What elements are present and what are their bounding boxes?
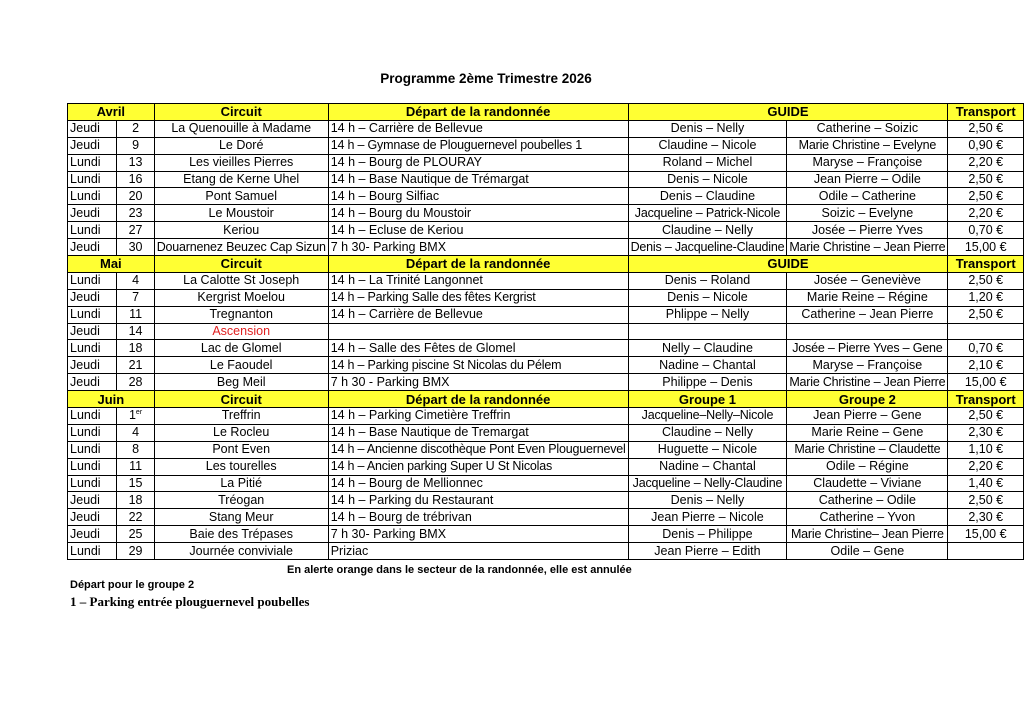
date-value: 11 — [129, 459, 143, 474]
transport-cell — [948, 543, 1024, 560]
guide1-cell: Huguette – Nicole — [628, 441, 787, 458]
date-cell — [117, 306, 154, 323]
date-value: 18 — [128, 340, 143, 355]
date-cell — [117, 424, 154, 441]
schedule-table — [67, 103, 1024, 560]
guide1-cell: Denis – Roland — [628, 272, 787, 289]
circuit-cell: Etang de Kerne Uhel — [154, 171, 328, 188]
depart-cell: 14 h – Salle des Fêtes de Glomel — [328, 340, 628, 357]
circuit-cell: Ascension — [154, 323, 328, 340]
guide2-cell: Catherine – Soizic — [787, 120, 948, 137]
circuit-cell: Le Doré — [154, 137, 328, 154]
guide2-cell: Marie Christine– Jean Pierre — [787, 526, 948, 543]
transport-cell: 2,50 € — [948, 408, 1024, 425]
date-cell — [117, 458, 154, 475]
guide2-cell: Marie Reine – Régine — [787, 289, 948, 306]
guide1-cell: Roland – Michel — [628, 154, 787, 171]
day-cell: Lundi — [68, 475, 117, 492]
guide2-cell: Catherine – Jean Pierre — [787, 306, 948, 323]
day-cell: Jeudi — [68, 357, 117, 374]
day-cell: Lundi — [68, 171, 117, 188]
depart-cell: 14 h – Parking Salle des fêtes Kergrist — [328, 289, 628, 306]
depart-header: Départ de la randonnée — [328, 104, 628, 121]
day-cell: Lundi — [68, 408, 117, 425]
day-cell: Lundi — [68, 306, 117, 323]
guide1-cell: Denis – Nelly — [628, 492, 787, 509]
date-cell — [117, 120, 154, 137]
guide2-cell — [787, 323, 948, 340]
section-header-avril — [68, 104, 1024, 121]
circuit-cell: Lac de Glomel — [154, 340, 328, 357]
circuit-cell: Keriou — [154, 222, 328, 239]
guide2-cell: Soizic – Evelyne — [787, 205, 948, 222]
depart-cell: 14 h – Bourg de Mellionnec — [328, 475, 628, 492]
transport-cell: 2,50 € — [948, 272, 1024, 289]
circuit-cell: Tréogan — [154, 492, 328, 509]
transport-cell: 15,00 € — [948, 374, 1024, 391]
date-value: 27 — [128, 222, 143, 237]
table-row — [68, 306, 1024, 323]
table-row — [68, 441, 1024, 458]
depart-cell: 14 h – Ancienne discothèque Pont Even Plouguernevel — [328, 441, 628, 458]
depart-cell: 14 h – Bourg du Moustoir — [328, 205, 628, 222]
day-cell: Jeudi — [68, 374, 117, 391]
date-cell — [117, 188, 154, 205]
depart-header: Départ de la randonnée — [328, 256, 628, 273]
transport-cell: 2,30 € — [948, 424, 1024, 441]
day-cell: Jeudi — [68, 526, 117, 543]
date-value: 2 — [132, 121, 140, 136]
transport-cell: 0,90 € — [948, 137, 1024, 154]
transport-header: Transport — [948, 104, 1024, 121]
date-cell — [117, 475, 154, 492]
date-cell — [117, 272, 154, 289]
date-value: 13 — [128, 155, 143, 170]
guide1-cell: Denis – Claudine — [628, 188, 787, 205]
day-cell: Jeudi — [68, 323, 117, 340]
guide1-cell: Jacqueline – Patrick-Nicole — [628, 205, 787, 222]
guide2-cell: Josée – Geneviève — [787, 272, 948, 289]
guide1-cell: Jacqueline – Nelly-Claudine — [628, 475, 787, 492]
date-value: 14 — [128, 324, 143, 339]
depart-cell: 14 h – Gymnase de Plouguernevel poubelles 1 — [328, 137, 628, 154]
guide2-cell: Odile – Gene — [787, 543, 948, 560]
transport-cell: 15,00 € — [948, 239, 1024, 256]
guide2-cell: Odile – Régine — [787, 458, 948, 475]
guide2-cell: Claudette – Viviane — [787, 475, 948, 492]
guide1-cell: Philippe – Denis — [628, 374, 787, 391]
guide2-cell: Josée – Pierre Yves — [787, 222, 948, 239]
depart-cell: 14 h – La Trinité Langonnet — [328, 272, 628, 289]
table-row — [68, 526, 1024, 543]
table-row — [68, 154, 1024, 171]
depart-cell: Priziac — [328, 543, 628, 560]
date-cell — [117, 222, 154, 239]
depart-cell: 14 h – Bourg Silfiac — [328, 188, 628, 205]
circuit-cell: Les vieilles Pierres — [154, 154, 328, 171]
day-cell: Lundi — [68, 424, 117, 441]
day-cell: Jeudi — [68, 509, 117, 526]
date-cell — [117, 340, 154, 357]
circuit-cell: La Quenouille à Madame — [154, 120, 328, 137]
date-suffix: er — [135, 409, 143, 417]
date-cell — [117, 441, 154, 458]
transport-cell: 2,30 € — [948, 509, 1024, 526]
transport-cell: 2,50 € — [948, 188, 1024, 205]
circuit-cell: La Calotte St Joseph — [154, 272, 328, 289]
section-header-mai — [68, 256, 1024, 273]
circuit-cell: Le Rocleu — [154, 424, 328, 441]
date-value: 20 — [128, 188, 143, 203]
month-header: Mai — [68, 256, 155, 273]
transport-cell: 2,50 € — [948, 492, 1024, 509]
day-cell: Lundi — [68, 340, 117, 357]
date-cell — [117, 171, 154, 188]
date-value: 28 — [128, 374, 143, 389]
date-cell — [117, 526, 154, 543]
guide2-cell: Catherine – Odile — [787, 492, 948, 509]
group2-note-line: 1 – Parking entrée plouguernevel poubelles — [70, 594, 310, 609]
date-value: 25 — [128, 526, 143, 541]
depart-cell: 7 h 30- Parking BMX — [328, 239, 628, 256]
guide-header: GUIDE — [628, 104, 948, 121]
depart-cell: 14 h – Carrière de Bellevue — [328, 120, 628, 137]
table-row — [68, 374, 1024, 391]
guide1-cell: Denis – Nicole — [628, 289, 787, 306]
table-row — [68, 272, 1024, 289]
day-cell: Lundi — [68, 222, 117, 239]
circuit-cell: Le Faoudel — [154, 357, 328, 374]
depart-cell: 14 h – Base Nautique de Trémargat — [328, 171, 628, 188]
depart-cell: 14 h – Parking Cimetière Treffrin — [328, 408, 628, 425]
guide1-cell: Jean Pierre – Nicole — [628, 509, 787, 526]
circuit-cell: La Pitié — [154, 475, 328, 492]
guide2-cell: Odile – Catherine — [787, 188, 948, 205]
day-cell: Jeudi — [68, 120, 117, 137]
date-value: 22 — [128, 509, 143, 524]
table-row — [68, 408, 1024, 425]
date-cell — [117, 408, 154, 425]
table-row — [68, 137, 1024, 154]
alert-note: En alerte orange dans le secteur de la randonnée, elle est annulée — [287, 564, 632, 576]
table-row — [68, 323, 1024, 340]
guide2-cell: Maryse – Françoise — [787, 357, 948, 374]
depart-cell: 14 h – Bourg de PLOURAY — [328, 154, 628, 171]
guide1-cell: Jean Pierre – Edith — [628, 543, 787, 560]
transport-cell: 15,00 € — [948, 526, 1024, 543]
depart-cell: 14 h – Parking du Restaurant — [328, 492, 628, 509]
date-cell — [117, 205, 154, 222]
guide2-cell: Marie Christine – Jean Pierre — [787, 374, 948, 391]
guide1-cell: Claudine – Nelly — [628, 222, 787, 239]
transport-cell: 2,50 € — [948, 120, 1024, 137]
date-cell — [117, 137, 154, 154]
transport-cell: 1,20 € — [948, 289, 1024, 306]
depart-cell: 14 h – Ancien parking Super U St Nicolas — [328, 458, 628, 475]
date-value: 21 — [128, 357, 143, 372]
transport-cell: 2,10 € — [948, 357, 1024, 374]
date-value: 23 — [128, 205, 143, 220]
circuit-header: Circuit — [154, 104, 328, 121]
date-value: 18 — [128, 492, 143, 507]
table-row — [68, 509, 1024, 526]
circuit-cell: Stang Meur — [154, 509, 328, 526]
date-cell — [117, 543, 154, 560]
table-row — [68, 171, 1024, 188]
table-row — [68, 543, 1024, 560]
depart-cell: 14 h – Bourg de trébrivan — [328, 509, 628, 526]
table-row — [68, 289, 1024, 306]
date-value: 29 — [128, 543, 143, 558]
guide1-cell: Denis – Nelly — [628, 120, 787, 137]
guide1-cell: Claudine – Nicole — [628, 137, 787, 154]
transport-header: Transport — [948, 391, 1024, 408]
circuit-cell: Les tourelles — [154, 458, 328, 475]
circuit-cell: Douarnenez Beuzec Cap Sizun — [154, 239, 328, 256]
date-value: 9 — [132, 138, 140, 153]
depart-cell — [328, 323, 628, 340]
table-row — [68, 188, 1024, 205]
guide1-cell: Denis – Philippe — [628, 526, 787, 543]
guide2-cell: Maryse – Françoise — [787, 154, 948, 171]
table-row — [68, 205, 1024, 222]
day-cell: Jeudi — [68, 205, 117, 222]
day-cell: Jeudi — [68, 137, 117, 154]
guide-header: GUIDE — [628, 256, 948, 273]
guide2-cell: Jean Pierre – Gene — [787, 408, 948, 425]
section-header-juin — [68, 391, 1024, 408]
transport-cell: 2,20 € — [948, 205, 1024, 222]
date-cell — [117, 509, 154, 526]
day-cell: Lundi — [68, 154, 117, 171]
transport-cell: 1,10 € — [948, 441, 1024, 458]
date-cell — [117, 154, 154, 171]
table-row — [68, 357, 1024, 374]
day-cell: Jeudi — [68, 239, 117, 256]
circuit-cell: Le Moustoir — [154, 205, 328, 222]
date-cell — [117, 492, 154, 509]
circuit-cell: Journée conviviale — [154, 543, 328, 560]
guide2-cell: Josée – Pierre Yves – Gene — [787, 340, 948, 357]
table-row — [68, 120, 1024, 137]
guide2-cell: Marie Christine – Evelyne — [787, 137, 948, 154]
date-cell — [117, 289, 154, 306]
depart-cell: 7 h 30 - Parking BMX — [328, 374, 628, 391]
date-value: 8 — [132, 442, 140, 457]
group2-header: Groupe 2 — [787, 391, 948, 408]
guide2-cell: Jean Pierre – Odile — [787, 171, 948, 188]
table-row — [68, 492, 1024, 509]
circuit-header: Circuit — [154, 256, 328, 273]
table-row — [68, 239, 1024, 256]
table-row — [68, 340, 1024, 357]
depart-cell: 14 h – Ecluse de Keriou — [328, 222, 628, 239]
guide2-cell: Marie Reine – Gene — [787, 424, 948, 441]
transport-cell: 2,20 € — [948, 458, 1024, 475]
guide1-cell: Nadine – Chantal — [628, 458, 787, 475]
date-value: 4 — [132, 425, 140, 440]
table-row — [68, 458, 1024, 475]
date-cell — [117, 239, 154, 256]
guide2-cell: Marie Christine – Claudette — [787, 441, 948, 458]
guide1-cell: Phlippe – Nelly — [628, 306, 787, 323]
depart-cell: 14 h – Parking piscine St Nicolas du Pélem — [328, 357, 628, 374]
date-cell — [117, 374, 154, 391]
date-value: 15 — [128, 476, 143, 491]
circuit-cell: Pont Samuel — [154, 188, 328, 205]
day-cell: Lundi — [68, 543, 117, 560]
page-title: Programme 2ème Trimestre 2026 — [380, 71, 592, 86]
circuit-header: Circuit — [154, 391, 328, 408]
day-cell: Lundi — [68, 458, 117, 475]
date-value: 4 — [132, 273, 140, 288]
guide1-cell: Nelly – Claudine — [628, 340, 787, 357]
guide1-cell: Claudine – Nelly — [628, 424, 787, 441]
month-header: Juin — [68, 391, 155, 408]
date-value: 1 — [128, 408, 136, 423]
transport-header: Transport — [948, 256, 1024, 273]
date-value: 30 — [128, 239, 143, 254]
depart-cell: 14 h – Carrière de Bellevue — [328, 306, 628, 323]
depart-cell: 14 h – Base Nautique de Tremargat — [328, 424, 628, 441]
depart-header: Départ de la randonnée — [328, 391, 628, 408]
day-cell: Jeudi — [68, 492, 117, 509]
guide1-cell: Denis – Nicole — [628, 171, 787, 188]
date-value: 11 — [129, 307, 143, 322]
day-cell: Jeudi — [68, 289, 117, 306]
circuit-cell: Beg Meil — [154, 374, 328, 391]
transport-cell: 2,50 € — [948, 306, 1024, 323]
guide2-cell: Catherine – Yvon — [787, 509, 948, 526]
guide1-cell: Denis – Jacqueline-Claudine — [628, 239, 787, 256]
circuit-cell: Kergrist Moelou — [154, 289, 328, 306]
circuit-cell: Treffrin — [154, 408, 328, 425]
transport-cell: 1,40 € — [948, 475, 1024, 492]
guide1-cell — [628, 323, 787, 340]
group2-note-heading: Départ pour le groupe 2 — [70, 579, 195, 591]
circuit-cell: Baie des Trépases — [154, 526, 328, 543]
date-cell — [117, 357, 154, 374]
month-header: Avril — [68, 104, 155, 121]
table-row — [68, 222, 1024, 239]
transport-cell: 0,70 € — [948, 222, 1024, 239]
table-row — [68, 424, 1024, 441]
transport-cell: 2,20 € — [948, 154, 1024, 171]
circuit-cell: Pont Even — [154, 441, 328, 458]
transport-cell: 2,50 € — [948, 171, 1024, 188]
circuit-cell: Tregnanton — [154, 306, 328, 323]
guide1-cell: Nadine – Chantal — [628, 357, 787, 374]
date-value: 16 — [128, 172, 143, 186]
table-row — [68, 475, 1024, 492]
transport-cell — [948, 323, 1024, 340]
group1-header: Groupe 1 — [628, 391, 787, 408]
depart-cell: 7 h 30- Parking BMX — [328, 526, 628, 543]
guide1-cell: Jacqueline–Nelly–Nicole — [628, 408, 787, 425]
guide2-cell: Marie Christine – Jean Pierre — [787, 239, 948, 256]
transport-cell: 0,70 € — [948, 340, 1024, 357]
day-cell: Lundi — [68, 441, 117, 458]
day-cell: Lundi — [68, 272, 117, 289]
date-value: 7 — [132, 290, 140, 305]
day-cell: Lundi — [68, 188, 117, 205]
date-cell — [117, 323, 154, 340]
